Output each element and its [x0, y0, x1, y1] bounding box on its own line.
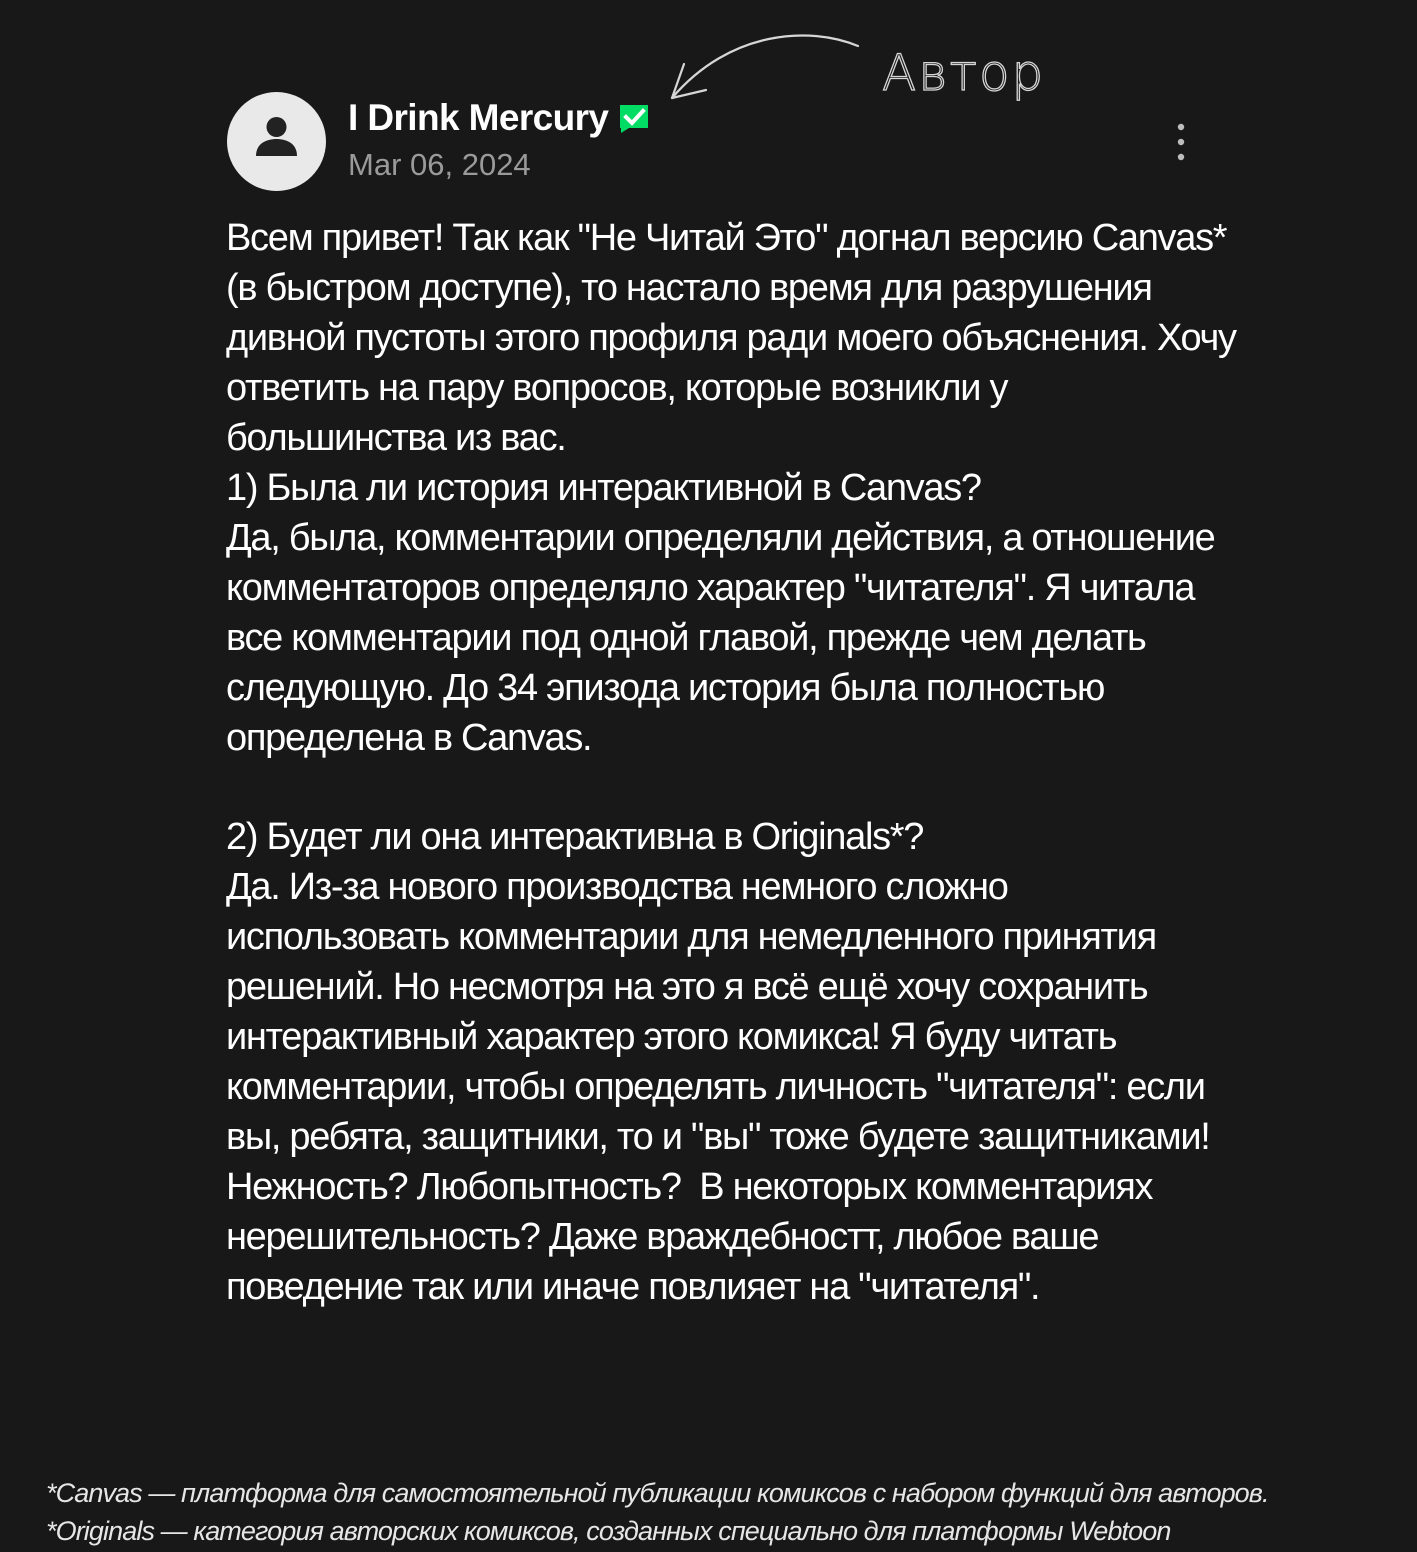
footnote-canvas: *Canvas — платформа для самостоятельной публикации комиксов с набором функций для авторов. — [46, 1478, 1269, 1508]
post-date: Mar 06, 2024 — [348, 147, 531, 182]
user-icon — [227, 92, 326, 191]
avatar[interactable] — [227, 92, 326, 191]
verified-badge-icon — [617, 104, 651, 134]
more-options-icon[interactable] — [1166, 118, 1196, 166]
comment-body: Всем привет! Так как "Не Читай Это" догнал версию Canvas* (в быстром доступе), то настало время для разрушения дивной пустоты этого профиля ради моего объяснения. Хочу ответить на пару вопросов, которые возникли у большинства из вас. 1) Была ли история интерактивной в Canvas? Да, была, комментарии определяли действия, а отношение комментаторов определяло характер "читателя". Я читала все комментарии под одной главой, прежде чем делать следующую. До 34 эпизода история была полностью определена в Canvas. 2) Будет ли она интерактивна в Originals*? Да. Из-за нового производства немного сложно использовать комментарии для немедленного принятия решений. Но несмотря на это я всё ещё хочу сохранить интерактивный характер этого комикса! Я буду читать комментарии, чтобы определять личность "читателя": если вы, ребята, защитники, то и "вы" тоже будете защитниками! Нежность? Любопытность? В некоторых комментариях нерешительность? Даже враждебностт, любое ваше поведение так или иначе повлияет на "читателя". — [226, 217, 1236, 1309]
author-name[interactable]: I Drink Mercury — [348, 97, 609, 138]
footnote-originals: *Originals — категория авторских комиксов, созданных специально для платформы Webtoon — [46, 1516, 1171, 1546]
annotation-label: Автор — [882, 44, 1046, 102]
author-annotation — [660, 20, 1080, 130]
annotation-arrow — [672, 35, 858, 98]
